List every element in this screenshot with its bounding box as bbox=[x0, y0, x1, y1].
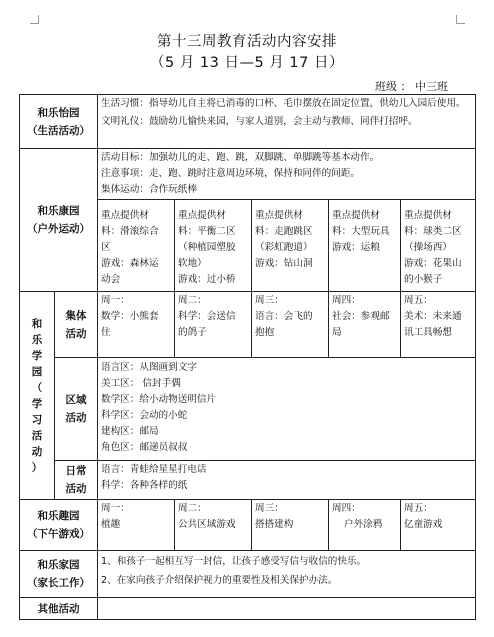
row-heyi bbox=[20, 95, 476, 149]
afternoon-day-2: 周二： 公共区域游戏 bbox=[175, 500, 252, 551]
section-header-other: 其他活动 bbox=[20, 598, 98, 620]
zone-cell-1: 重点提供材 料：滑滚综合 区 游戏：森林运 动会 bbox=[98, 200, 175, 292]
class-label: 班级 ： 中三班 bbox=[375, 80, 448, 93]
daily-item: 科学：各种各样的纸 bbox=[101, 480, 188, 491]
collective-day-2: 周二： 科学：会送信 的鸽子 bbox=[175, 292, 252, 358]
zone-cell-4: 重点提供材 料：大型玩具 游戏：运粮 bbox=[329, 200, 401, 292]
section-header-heqie: 和乐趣园 （下午游戏） bbox=[20, 500, 98, 551]
area-item: 美工区： 信封手偶 bbox=[101, 378, 181, 389]
afternoon-day-5: 周五： 亿童游戏 bbox=[401, 500, 476, 551]
area-item: 角色区：邮递员叔叔 bbox=[101, 442, 188, 453]
collective-day-1: 周一： 数学：小熊套 住 bbox=[98, 292, 175, 358]
zone-cell-2: 重点提供材 料：平衡二区 （种植园塑胶 软地） 游戏：过小桥 bbox=[175, 200, 252, 292]
schedule-table bbox=[19, 94, 476, 620]
collective-day-4: 周四： 社会：参观邮 局 bbox=[329, 292, 401, 358]
afternoon-day-4: 周四： 户外涂鸦 bbox=[329, 500, 401, 551]
crop-mark-top-left bbox=[30, 15, 39, 24]
area-label: 区域 活动 bbox=[55, 358, 98, 461]
page-subtitle: （5 月 13 日—5 月 17 日） bbox=[149, 55, 344, 71]
row-heqie bbox=[20, 500, 476, 551]
area-item: 语言区：从图画到文字 bbox=[101, 362, 197, 373]
zone-cell-5: 重点提供材 料：球类二区 （操场西） 游戏：花果山 的小猴子 bbox=[401, 200, 476, 292]
heyi-content bbox=[98, 95, 476, 149]
daily-label: 日常 活动 bbox=[55, 461, 98, 500]
afternoon-day-3: 周三： 搭搭建构 bbox=[252, 500, 329, 551]
page-title: 第十三周教育活动内容安排 bbox=[157, 34, 337, 50]
daily-item: 语言：青蛙给星星打电话 bbox=[101, 464, 207, 475]
row-hexue-daily bbox=[20, 461, 476, 500]
collective-day-3: 周三： 语言：会飞的 抱抱 bbox=[252, 292, 329, 358]
row-hejia bbox=[20, 551, 476, 598]
section-header-hexue: 和 乐 学 园 （ 学 习 活 动 ） bbox=[20, 292, 55, 500]
other-content bbox=[98, 598, 476, 620]
collective-day-5: 周五： 美术：未来通 讯工具畅想 bbox=[401, 292, 476, 358]
heyi-line-1: 生活习惯：指导幼儿自主将已消毒的口杯、毛巾摆放在固定位置，供幼儿入园后使用。 bbox=[101, 98, 466, 109]
section-header-heyi: 和乐怡园 （生活活动） bbox=[20, 95, 98, 149]
daily-activities bbox=[98, 461, 476, 500]
row-hekang-goals bbox=[20, 149, 476, 200]
row-hexue-collective bbox=[20, 292, 476, 358]
section-header-hejia: 和乐家园 （家长工作） bbox=[20, 551, 98, 598]
hejia-content: 1、和孩子一起相互写一封信，让孩子感受写信与收信的快乐。 2、在家向孩子介绍保护视力的重要性及相关保护办法。 bbox=[98, 551, 476, 598]
area-activities bbox=[98, 358, 476, 461]
heyi-line-2: 文明礼仪：鼓励幼儿愉快来园，与家人道别，会主动与教师、同伴打招呼。 bbox=[101, 116, 418, 127]
area-item: 数学区：给小动物送明信片 bbox=[101, 394, 217, 405]
collective-label: 集体 活动 bbox=[55, 292, 98, 358]
crop-mark-top-right bbox=[456, 15, 465, 24]
afternoon-day-1: 周一： 植趣 bbox=[98, 500, 175, 551]
area-item: 建构区：邮局 bbox=[101, 426, 159, 437]
area-item: 科学区：会动的小蛇 bbox=[101, 410, 188, 421]
row-other bbox=[20, 598, 476, 620]
section-header-hekang: 和乐康园 （户外运动） bbox=[20, 149, 98, 292]
zone-cell-3: 重点提供材 料：走跑跳区 （彩虹跑道） 游戏：钻山洞 bbox=[252, 200, 329, 292]
row-hexue-area bbox=[20, 358, 476, 461]
hekang-goals: 活动目标：加强幼儿的走、跑、跳，双脚跳、单脚跳等基本动作。 注意事项：走、跑、跳时注意周边环境，保持和同伴的间距。 集体运动：合作玩纸棒 bbox=[98, 149, 476, 200]
